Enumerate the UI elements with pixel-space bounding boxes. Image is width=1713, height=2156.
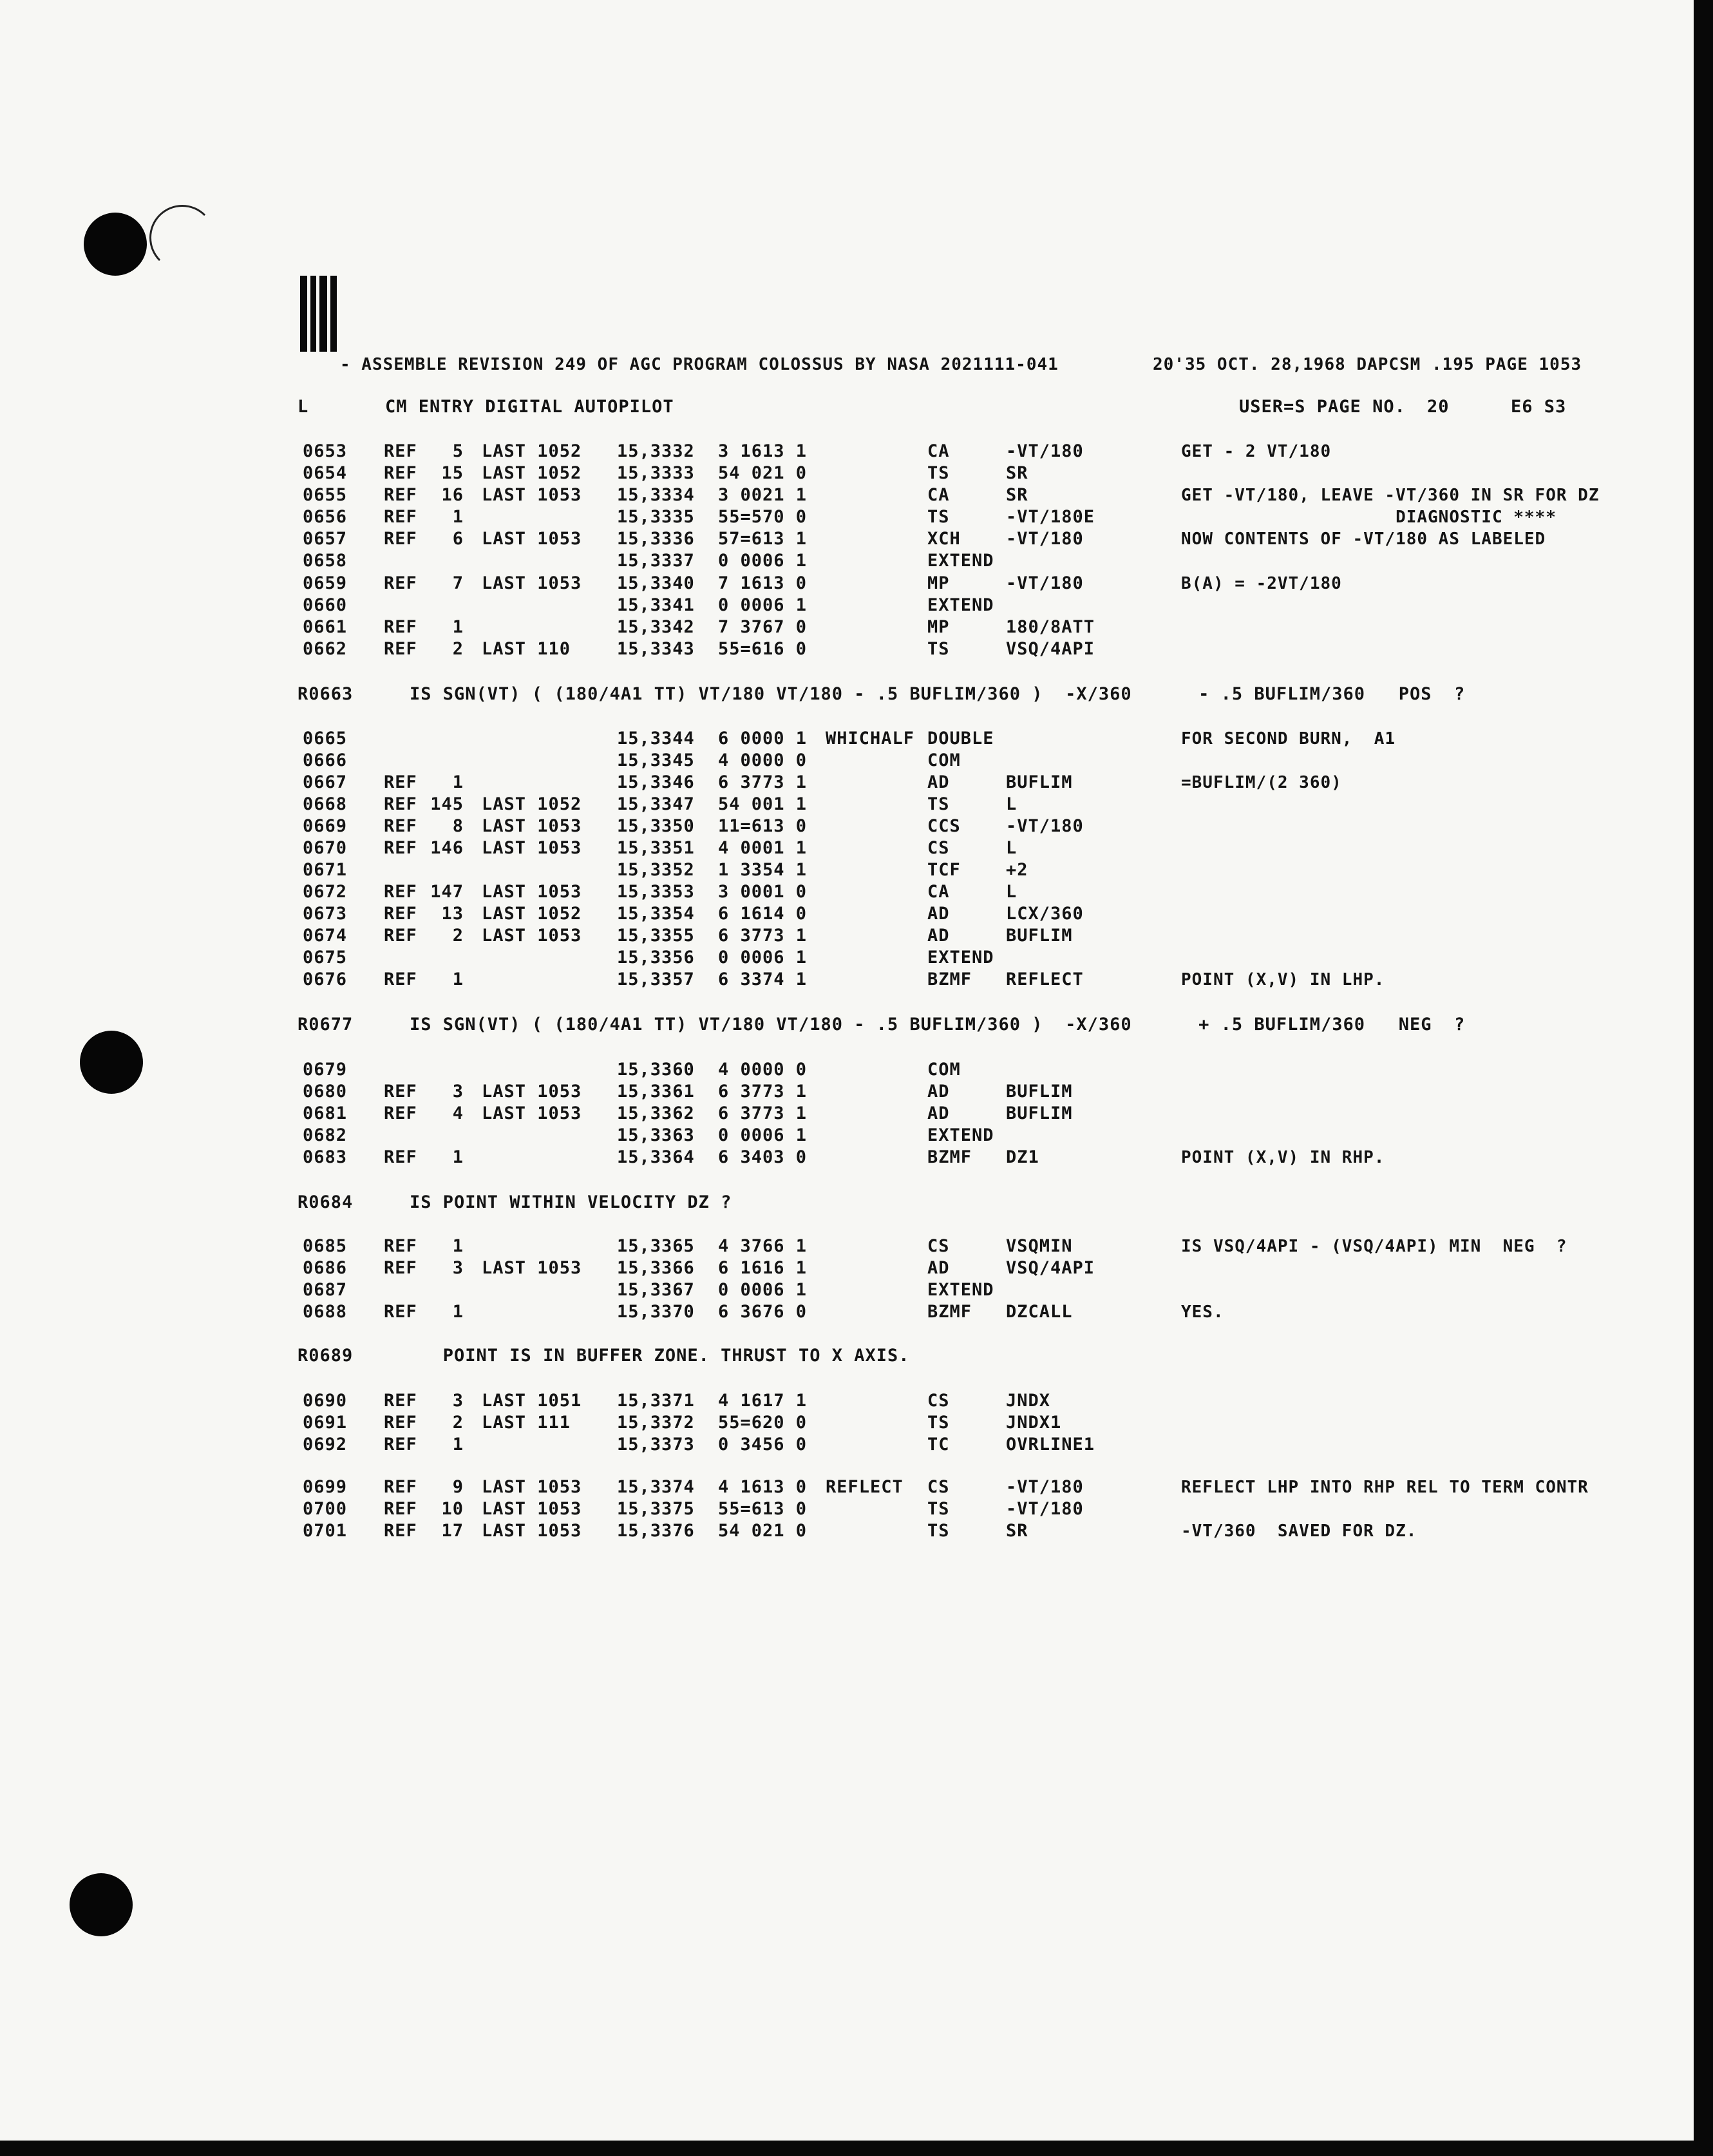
last-ref: LAST 1052	[482, 441, 582, 461]
remark-text: IS SGN(VT) ( (180/4A1 TT) VT/180 VT/180 - .5 BUFLIM/360 ) -X/360 + .5 BUFLIM/360 NEG ?	[410, 1015, 1466, 1035]
operand: BUFLIM	[1006, 1103, 1073, 1123]
octal-code: 4 1617 1	[718, 1391, 808, 1411]
address: 15,3337	[617, 551, 695, 571]
operand: SR	[1006, 1521, 1028, 1541]
comment: B(A) = -2VT/180	[1181, 574, 1342, 593]
address: 15,3356	[617, 948, 695, 968]
comment: REFLECT LHP INTO RHP REL TO TERM CONTR	[1181, 1478, 1589, 1497]
operand: LCX/360	[1006, 904, 1084, 924]
remark-text: POINT IS IN BUFFER ZONE. THRUST TO X AXIS.	[410, 1346, 910, 1366]
operand: DZ1	[1006, 1147, 1039, 1167]
ref-count: 1	[452, 772, 464, 792]
ref-count: 146	[430, 838, 464, 858]
comment: FOR SECOND BURN, A1	[1181, 729, 1396, 749]
section-title: CM ENTRY DIGITAL AUTOPILOT	[385, 397, 674, 417]
octal-code: 6 3403 0	[718, 1147, 808, 1167]
last-ref: LAST 1053	[482, 1082, 582, 1102]
octal-code: 4 1613 0	[718, 1477, 808, 1497]
ref-count: 145	[430, 794, 464, 814]
ref-count: 4	[452, 1103, 464, 1123]
ref-label: REF	[384, 639, 417, 659]
remark-text: IS SGN(VT) ( (180/4A1 TT) VT/180 VT/180 - .5 BUFLIM/360 ) -X/360 - .5 BUFLIM/360 POS ?	[410, 684, 1466, 704]
ref-count: 3	[452, 1391, 464, 1411]
ref-count: 5	[452, 441, 464, 461]
octal-code: 54 021 0	[718, 463, 808, 483]
octal-code: 0 0006 1	[718, 595, 808, 615]
ref-count: 1	[452, 969, 464, 989]
ref-count: 13	[441, 904, 464, 924]
octal-code: 6 3676 0	[718, 1302, 808, 1322]
octal-code: 57=613 1	[718, 529, 808, 549]
opcode: DOUBLE	[927, 729, 994, 749]
octal-code: 0 0006 1	[718, 1280, 808, 1300]
ref-count: 8	[452, 816, 464, 836]
line-number: 0676	[303, 969, 348, 989]
ref-label: REF	[384, 1435, 417, 1455]
address: 15,3360	[617, 1060, 695, 1080]
last-ref: LAST 1053	[482, 573, 582, 593]
last-ref: LAST 1052	[482, 463, 582, 483]
opcode: TS	[927, 1521, 950, 1541]
symbol-label: WHICHALF	[826, 729, 915, 749]
address: 15,3373	[617, 1435, 695, 1455]
remark-line-number: R0663	[298, 684, 354, 704]
operand: BUFLIM	[1006, 926, 1073, 946]
opcode: EXTEND	[927, 948, 994, 968]
octal-code: 4 0000 0	[718, 750, 808, 770]
octal-code: 6 3773 1	[718, 1103, 808, 1123]
opcode: CS	[927, 1391, 950, 1411]
address: 15,3335	[617, 507, 695, 527]
operand: VSQ/4API	[1006, 639, 1095, 659]
ref-count: 2	[452, 639, 464, 659]
ref-label: REF	[384, 507, 417, 527]
address: 15,3364	[617, 1147, 695, 1167]
ref-label: REF	[384, 573, 417, 593]
operand: +2	[1006, 860, 1028, 880]
line-number: 0686	[303, 1258, 348, 1278]
line-number: 0661	[303, 617, 348, 637]
opcode: BZMF	[927, 1302, 972, 1322]
ref-label: REF	[384, 1258, 417, 1278]
line-number: 0699	[303, 1477, 348, 1497]
line-number: 0670	[303, 838, 348, 858]
address: 15,3367	[617, 1280, 695, 1300]
punch-hole-bottom	[70, 1873, 133, 1936]
octal-code: 4 3766 1	[718, 1236, 808, 1256]
ref-count: 10	[441, 1499, 464, 1519]
address: 15,3366	[617, 1258, 695, 1278]
octal-code: 0 0006 1	[718, 551, 808, 571]
comment: -VT/360 SAVED FOR DZ.	[1181, 1522, 1417, 1541]
address: 15,3374	[617, 1477, 695, 1497]
user-page-number: 20	[1427, 397, 1450, 417]
octal-code: 1 3354 1	[718, 860, 808, 880]
ref-count: 1	[452, 1302, 464, 1322]
address: 15,3336	[617, 529, 695, 549]
line-number: 0681	[303, 1103, 348, 1123]
ref-label: REF	[384, 772, 417, 792]
operand: OVRLINE1	[1006, 1435, 1095, 1455]
last-ref: LAST 1053	[482, 882, 582, 902]
line-number: 0674	[303, 926, 348, 946]
opcode: CA	[927, 882, 950, 902]
line-number: 0700	[303, 1499, 348, 1519]
last-ref: LAST 1053	[482, 816, 582, 836]
operand: BUFLIM	[1006, 1082, 1073, 1102]
octal-code: 3 0021 1	[718, 485, 808, 505]
operand: BUFLIM	[1006, 772, 1073, 792]
address: 15,3372	[617, 1413, 695, 1433]
punch-hole-middle	[80, 1031, 143, 1094]
line-number: 0679	[303, 1060, 348, 1080]
ref-count: 1	[452, 617, 464, 637]
address: 15,3353	[617, 882, 695, 902]
ref-count: 3	[452, 1258, 464, 1278]
address: 15,3345	[617, 750, 695, 770]
line-number: 0701	[303, 1521, 348, 1541]
opcode: TC	[927, 1435, 950, 1455]
comment: DIAGNOSTIC ****	[1181, 508, 1557, 527]
barcode-mark	[300, 276, 339, 352]
ref-label: REF	[384, 1391, 417, 1411]
address: 15,3371	[617, 1391, 695, 1411]
opcode: AD	[927, 1082, 950, 1102]
opcode: COM	[927, 750, 961, 770]
symbol-label: REFLECT	[826, 1477, 904, 1497]
operand: VSQ/4API	[1006, 1258, 1095, 1278]
line-number: 0658	[303, 551, 348, 571]
ref-count: 2	[452, 926, 464, 946]
octal-code: 54 021 0	[718, 1521, 808, 1541]
remark-line-number: R0677	[298, 1015, 354, 1035]
operand: -VT/180	[1006, 441, 1084, 461]
octal-code: 6 1614 0	[718, 904, 808, 924]
opcode: AD	[927, 1258, 950, 1278]
operand: REFLECT	[1006, 969, 1084, 989]
opcode: EXTEND	[927, 551, 994, 571]
ref-label: REF	[384, 529, 417, 549]
ref-label: REF	[384, 1521, 417, 1541]
operand: -VT/180	[1006, 816, 1084, 836]
ref-label: REF	[384, 617, 417, 637]
line-number: 0667	[303, 772, 348, 792]
operand: -VT/180	[1006, 1477, 1084, 1497]
opcode: AD	[927, 1103, 950, 1123]
ref-count: 7	[452, 573, 464, 593]
opcode: AD	[927, 904, 950, 924]
ref-label: REF	[384, 1082, 417, 1102]
last-ref: LAST 111	[482, 1413, 571, 1433]
operand: JNDX	[1006, 1391, 1051, 1411]
ref-label: REF	[384, 926, 417, 946]
comment: NOW CONTENTS OF -VT/180 AS LABELED	[1181, 529, 1546, 549]
user-page-label: USER=S PAGE NO.	[1239, 397, 1406, 417]
octal-code: 55=570 0	[718, 507, 808, 527]
address: 15,3354	[617, 904, 695, 924]
ref-label: REF	[384, 969, 417, 989]
octal-code: 6 0000 1	[718, 729, 808, 749]
opcode: TS	[927, 1499, 950, 1519]
last-ref: LAST 1053	[482, 1499, 582, 1519]
ref-label: REF	[384, 1147, 417, 1167]
octal-code: 4 0001 1	[718, 838, 808, 858]
octal-code: 4 0000 0	[718, 1060, 808, 1080]
opcode: CA	[927, 441, 950, 461]
operand: VSQMIN	[1006, 1236, 1073, 1256]
address: 15,3341	[617, 595, 695, 615]
address: 15,3350	[617, 816, 695, 836]
octal-code: 6 3374 1	[718, 969, 808, 989]
line-number: 0656	[303, 507, 348, 527]
octal-code: 3 1613 1	[718, 441, 808, 461]
opcode: EXTEND	[927, 595, 994, 615]
ref-label: REF	[384, 794, 417, 814]
line-number: 0687	[303, 1280, 348, 1300]
octal-code: 0 0006 1	[718, 1125, 808, 1145]
last-ref: LAST 1053	[482, 485, 582, 505]
line-number: 0682	[303, 1125, 348, 1145]
operand: JNDX1	[1006, 1413, 1062, 1433]
punch-hole-shadow	[149, 205, 215, 271]
ref-label: REF	[384, 1236, 417, 1256]
comment: =BUFLIM/(2 360)	[1181, 773, 1342, 792]
operand: -VT/180	[1006, 529, 1084, 549]
operand: L	[1006, 838, 1017, 858]
line-number: 0688	[303, 1302, 348, 1322]
operand: L	[1006, 882, 1017, 902]
address: 15,3340	[617, 573, 695, 593]
ref-count: 3	[452, 1082, 464, 1102]
octal-code: 6 3773 1	[718, 926, 808, 946]
last-ref: LAST 1053	[482, 1477, 582, 1497]
address: 15,3355	[617, 926, 695, 946]
line-number: 0669	[303, 816, 348, 836]
ref-label: REF	[384, 463, 417, 483]
address: 15,3361	[617, 1082, 695, 1102]
last-ref: LAST 1053	[482, 1258, 582, 1278]
ref-count: 2	[452, 1413, 464, 1433]
ref-label: REF	[384, 904, 417, 924]
last-ref: LAST 1053	[482, 926, 582, 946]
opcode: TS	[927, 463, 950, 483]
octal-code: 6 1616 1	[718, 1258, 808, 1278]
line-number: 0668	[303, 794, 348, 814]
line-number: 0659	[303, 573, 348, 593]
ref-count: 6	[452, 529, 464, 549]
opcode: TCF	[927, 860, 961, 880]
octal-code: 7 3767 0	[718, 617, 808, 637]
opcode: EXTEND	[927, 1125, 994, 1145]
header-lead: - ASSEMBLE REVISION 249 OF AGC PROGRAM COLOSSUS BY NASA 2021111-041	[340, 355, 1059, 374]
opcode: CS	[927, 1236, 950, 1256]
address: 15,3343	[617, 639, 695, 659]
last-ref: LAST 1052	[482, 904, 582, 924]
section-code: E6 S3	[1511, 397, 1567, 417]
header-right: 20'35 OCT. 28,1968 DAPCSM .195 PAGE 1053	[1153, 355, 1582, 374]
address: 15,3342	[617, 617, 695, 637]
ref-label: REF	[384, 816, 417, 836]
ref-label: REF	[384, 1499, 417, 1519]
ref-label: REF	[384, 838, 417, 858]
line-number: 0685	[303, 1236, 348, 1256]
address: 15,3344	[617, 729, 695, 749]
ref-count: 15	[441, 463, 464, 483]
line-number: 0680	[303, 1082, 348, 1102]
octal-code: 6 3773 1	[718, 1082, 808, 1102]
ref-label: REF	[384, 485, 417, 505]
opcode: CS	[927, 1477, 950, 1497]
line-number: 0662	[303, 639, 348, 659]
opcode: MP	[927, 617, 950, 637]
ref-count: 1	[452, 1435, 464, 1455]
line-number: 0666	[303, 750, 348, 770]
address: 15,3352	[617, 860, 695, 880]
octal-code: 54 001 1	[718, 794, 808, 814]
address: 15,3363	[617, 1125, 695, 1145]
octal-code: 6 3773 1	[718, 772, 808, 792]
octal-code: 3 0001 0	[718, 882, 808, 902]
comment: IS VSQ/4API - (VSQ/4API) MIN NEG ?	[1181, 1237, 1567, 1256]
last-ref: LAST 1053	[482, 838, 582, 858]
comment: GET - 2 VT/180	[1181, 442, 1332, 461]
opcode: TS	[927, 507, 950, 527]
opcode: BZMF	[927, 969, 972, 989]
ref-label: REF	[384, 882, 417, 902]
line-number: 0665	[303, 729, 348, 749]
ref-label: REF	[384, 441, 417, 461]
operand: -VT/180	[1006, 1499, 1084, 1519]
ref-count: 147	[430, 882, 464, 902]
comment: POINT (X,V) IN RHP.	[1181, 1148, 1385, 1167]
comment: GET -VT/180, LEAVE -VT/360 IN SR FOR DZ	[1181, 486, 1600, 505]
punch-hole-top	[84, 213, 147, 276]
comment: POINT (X,V) IN LHP.	[1181, 970, 1385, 989]
address: 15,3375	[617, 1499, 695, 1519]
ref-count: 1	[452, 1236, 464, 1256]
address: 15,3351	[617, 838, 695, 858]
opcode: TS	[927, 794, 950, 814]
opcode: XCH	[927, 529, 961, 549]
line-number: 0672	[303, 882, 348, 902]
opcode: EXTEND	[927, 1280, 994, 1300]
opcode: AD	[927, 926, 950, 946]
address: 15,3346	[617, 772, 695, 792]
last-ref: LAST 1051	[482, 1391, 582, 1411]
remark-line-number: R0684	[298, 1192, 354, 1212]
line-number: 0675	[303, 948, 348, 968]
octal-code: 55=616 0	[718, 639, 808, 659]
line-number: 0660	[303, 595, 348, 615]
last-ref: LAST 1052	[482, 794, 582, 814]
ref-count: 17	[441, 1521, 464, 1541]
octal-code: 11=613 0	[718, 816, 808, 836]
operand: 180/8ATT	[1006, 617, 1095, 637]
operand: -VT/180E	[1006, 507, 1095, 527]
address: 15,3357	[617, 969, 695, 989]
last-ref: LAST 1053	[482, 529, 582, 549]
address: 15,3333	[617, 463, 695, 483]
ref-label: REF	[384, 1302, 417, 1322]
ref-count: 1	[452, 1147, 464, 1167]
remark-line-number: R0689	[298, 1346, 354, 1366]
operand: L	[1006, 794, 1017, 814]
octal-code: 0 3456 0	[718, 1435, 808, 1455]
ref-count: 1	[452, 507, 464, 527]
line-number: 0654	[303, 463, 348, 483]
octal-code: 55=613 0	[718, 1499, 808, 1519]
opcode: COM	[927, 1060, 961, 1080]
address: 15,3347	[617, 794, 695, 814]
opcode: BZMF	[927, 1147, 972, 1167]
octal-code: 55=620 0	[718, 1413, 808, 1433]
last-ref: LAST 110	[482, 639, 571, 659]
ref-count: 9	[452, 1477, 464, 1497]
operand: SR	[1006, 485, 1028, 505]
address: 15,3370	[617, 1302, 695, 1322]
operand: -VT/180	[1006, 573, 1084, 593]
line-number: 0691	[303, 1413, 348, 1433]
remark-text: IS POINT WITHIN VELOCITY DZ ?	[410, 1192, 732, 1212]
opcode: CA	[927, 485, 950, 505]
last-ref: LAST 1053	[482, 1521, 582, 1541]
line-number: 0683	[303, 1147, 348, 1167]
octal-code: 7 1613 0	[718, 573, 808, 593]
address: 15,3365	[617, 1236, 695, 1256]
opcode: TS	[927, 1413, 950, 1433]
line-number: 0673	[303, 904, 348, 924]
line-number: 0653	[303, 441, 348, 461]
last-ref: LAST 1053	[482, 1103, 582, 1123]
opcode: MP	[927, 573, 950, 593]
line-number: 0690	[303, 1391, 348, 1411]
operand: SR	[1006, 463, 1028, 483]
octal-code: 0 0006 1	[718, 948, 808, 968]
subheader-mark: L	[298, 397, 309, 417]
opcode: CCS	[927, 816, 961, 836]
line-number: 0657	[303, 529, 348, 549]
opcode: AD	[927, 772, 950, 792]
comment: YES.	[1181, 1302, 1224, 1322]
line-number: 0692	[303, 1435, 348, 1455]
opcode: CS	[927, 838, 950, 858]
line-number: 0671	[303, 860, 348, 880]
ref-label: REF	[384, 1477, 417, 1497]
ref-label: REF	[384, 1413, 417, 1433]
ref-count: 16	[441, 485, 464, 505]
opcode: TS	[927, 639, 950, 659]
address: 15,3332	[617, 441, 695, 461]
address: 15,3362	[617, 1103, 695, 1123]
address: 15,3376	[617, 1521, 695, 1541]
ref-label: REF	[384, 1103, 417, 1123]
line-number: 0655	[303, 485, 348, 505]
operand: DZCALL	[1006, 1302, 1073, 1322]
address: 15,3334	[617, 485, 695, 505]
